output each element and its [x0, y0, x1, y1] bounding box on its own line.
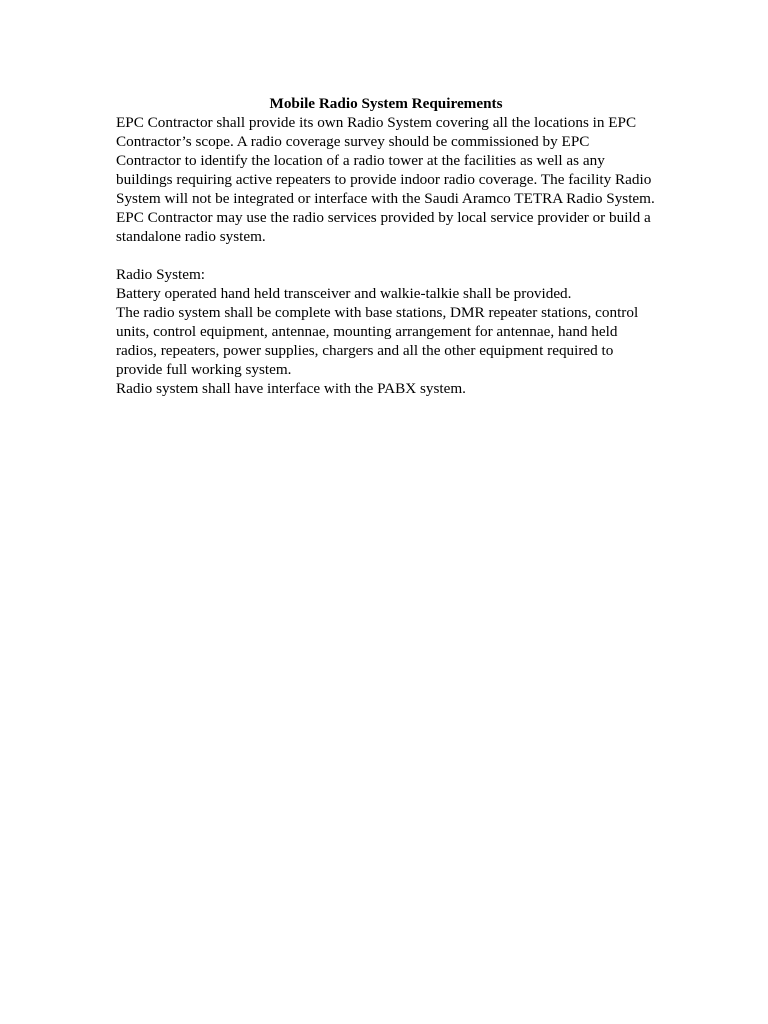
- blank-line: [116, 246, 656, 265]
- document-body: [116, 94, 656, 398]
- document-title: Mobile Radio System Requirements: [269, 95, 503, 112]
- paragraph-scope: EPC Contractor shall provide its own Radio System covering all the locations in EPC Contractor’s scope. A radio coverage survey should be commissioned by EPC Contractor to identify the location of a radio tower at the facilities as well as any buildings requiring active repeaters to provide indoor radio coverage. The facility Radio System will not be integrated or interface with the Saudi Aramco TETRA Radio System.: [116, 114, 655, 207]
- paragraph-equipment: The radio system shall be complete with base stations, DMR repeater stations, control units, control equipment, antennae, mounting arrangement for antennae, hand held radios, repeaters, power supplies, chargers and all the other equipment required to provide full working system.: [116, 304, 639, 378]
- paragraph-transceiver: Battery operated hand held transceiver and walkie-talkie shall be provided.: [116, 285, 572, 302]
- section-heading-radio-system: Radio System:: [116, 266, 206, 283]
- paragraph-local-provider: EPC Contractor may use the radio services provided by local service provider or build a standalone radio system.: [116, 209, 651, 245]
- paragraph-pabx-interface: Radio system shall have interface with the PABX system.: [116, 380, 466, 397]
